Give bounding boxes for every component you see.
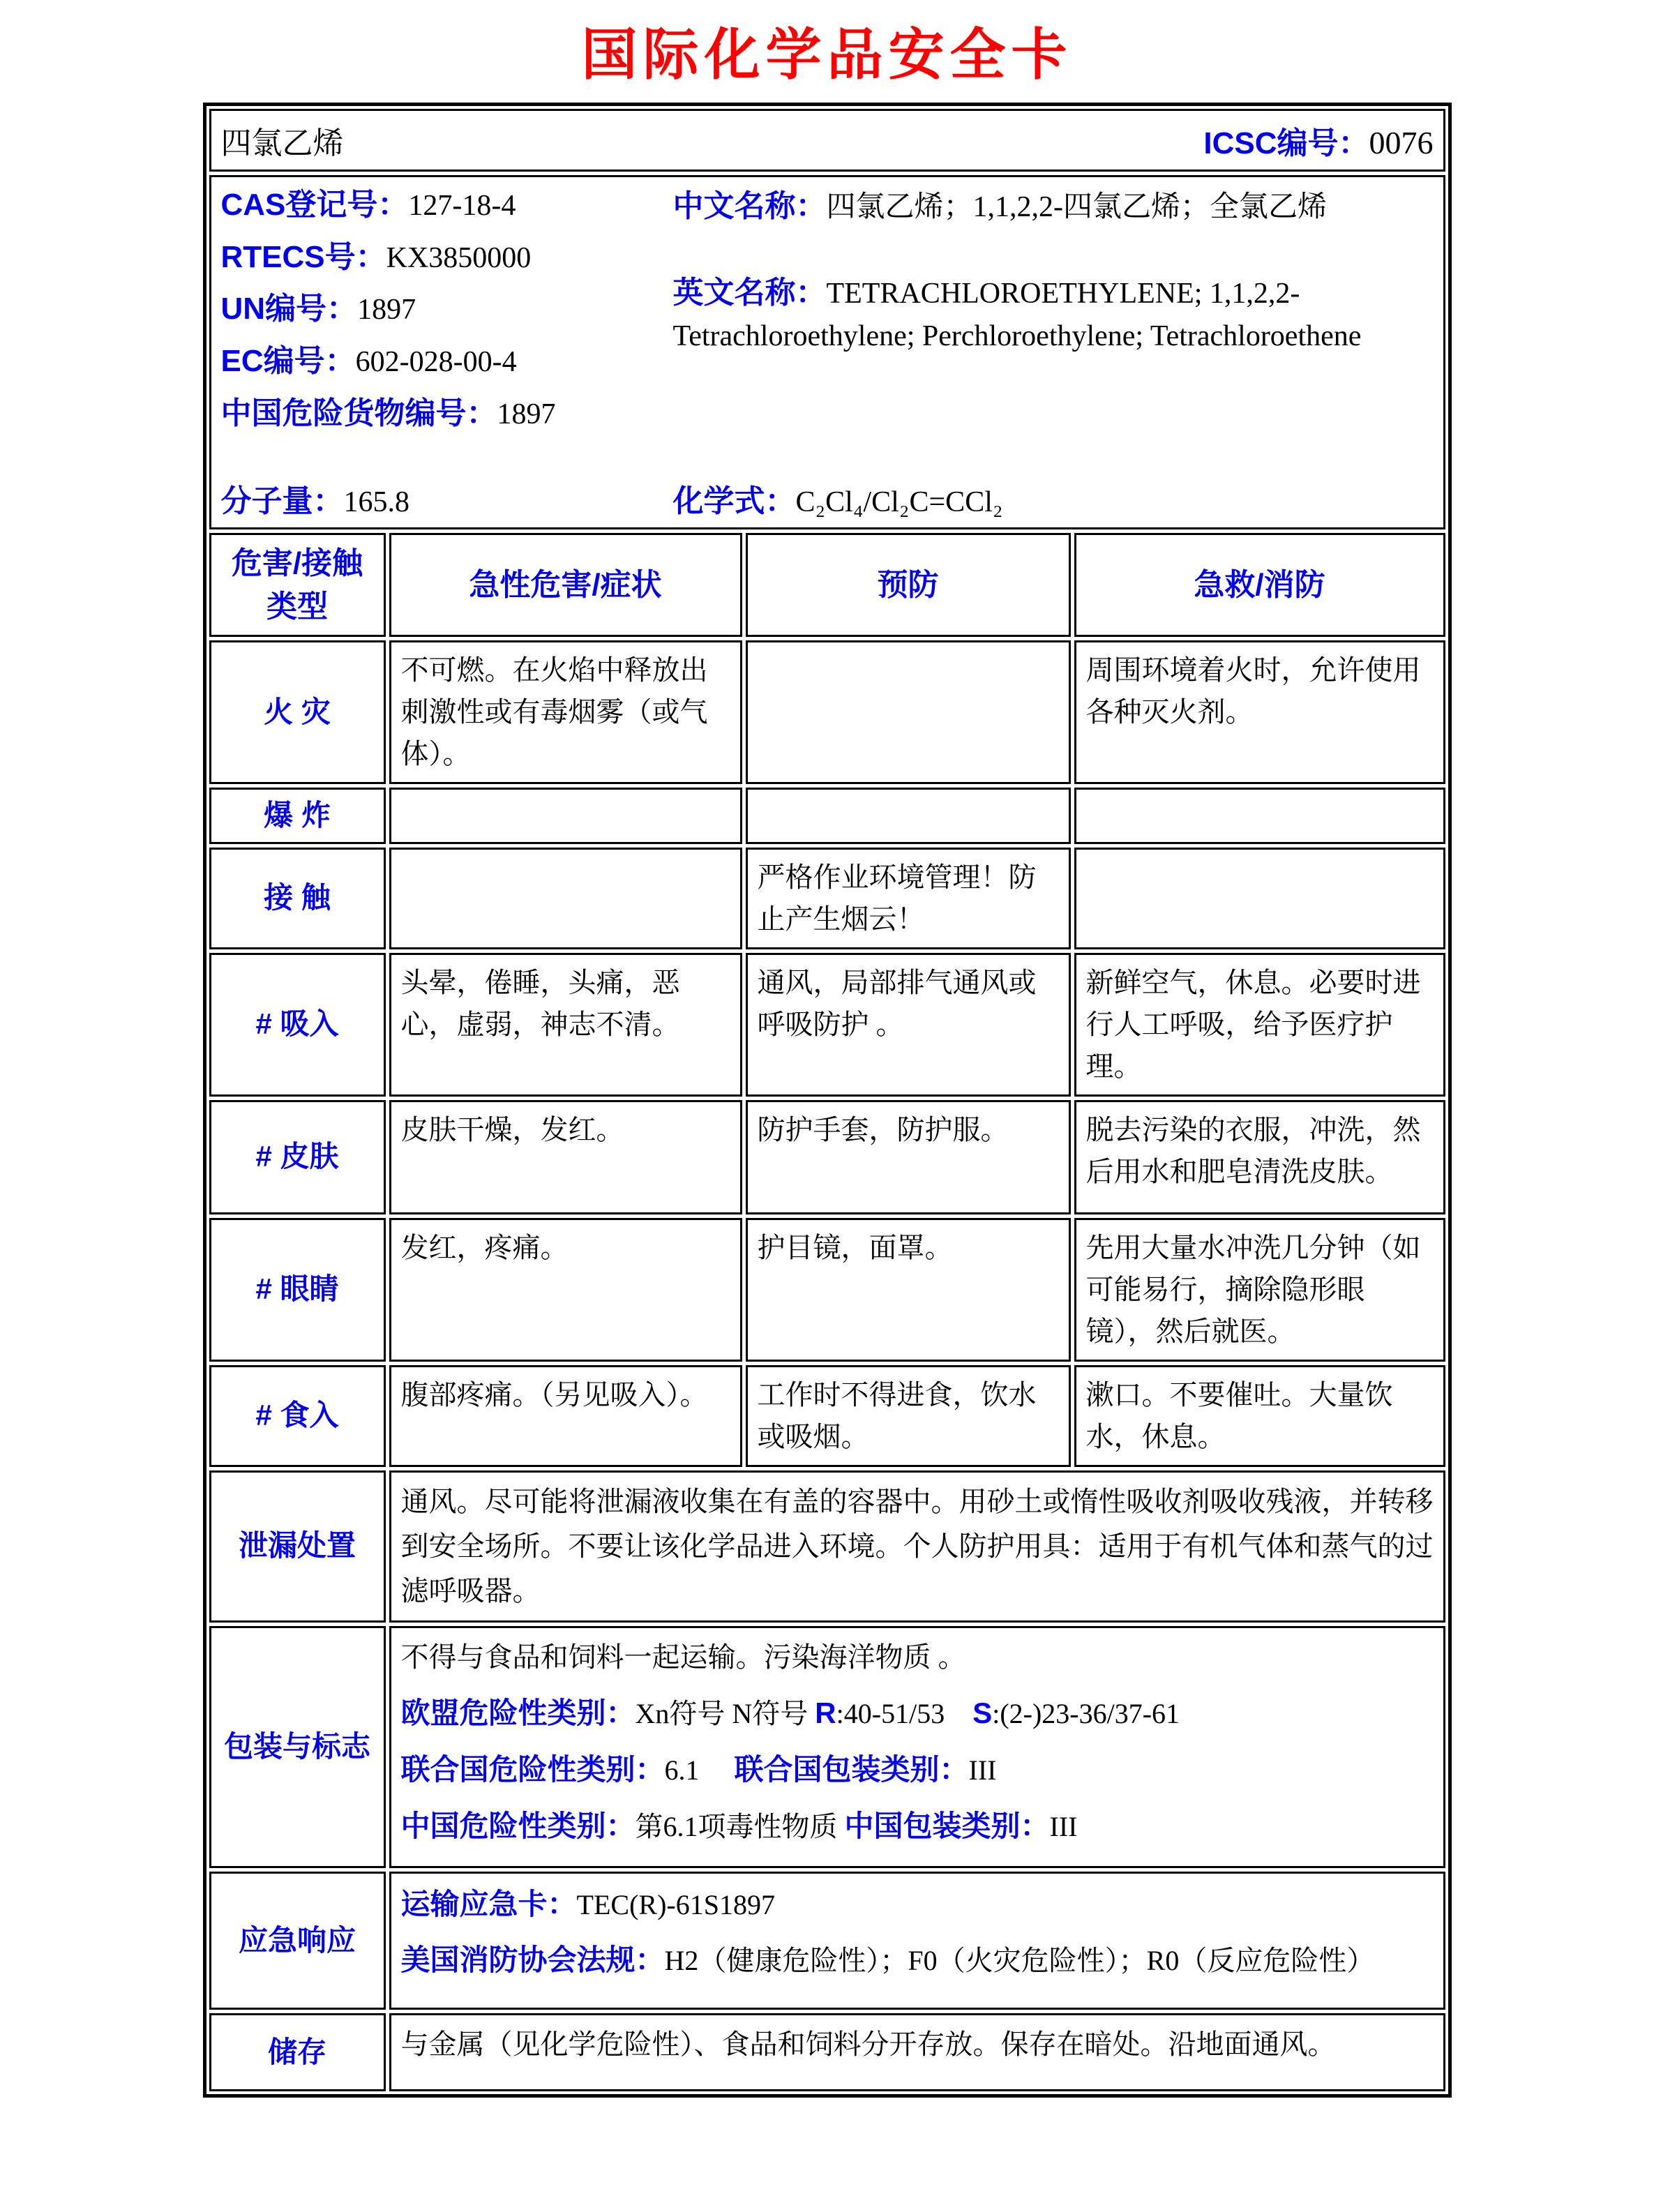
hazard-row-exposure xyxy=(209,848,1445,949)
hazard-row-skin xyxy=(209,1100,1445,1214)
ingestion-symptoms-cell: 腹部疼痛。（另见吸入）。 xyxy=(389,1365,742,1467)
exposure-symptoms-cell xyxy=(389,848,742,949)
chemical-name: 四氯乙烯 xyxy=(220,126,344,160)
card-header-cell xyxy=(209,109,1445,172)
ec-number-label: EC编号： xyxy=(220,344,356,379)
eyes-symptoms-cell: 发红，疼痛。 xyxy=(389,1218,742,1362)
fire-firstaid-cell: 周围环境着火时，允许使用各种灭火剂。 xyxy=(1074,640,1445,784)
exposure-prevention-cell: 严格作业环境管理！防止产生烟云！ xyxy=(746,848,1071,949)
inhalation-type-cell: # 吸入 xyxy=(209,953,386,1097)
hazard-header-prevention: 预防 xyxy=(746,533,1071,637)
exposure-firstaid-cell xyxy=(1074,848,1445,949)
storage-section xyxy=(209,2013,1445,2091)
hazard-table-header xyxy=(209,533,1445,637)
emergency-response-content: 运输应急卡：TEC(R)-61S1897 美国消防协会法规：H2（健康危险性）；F0（火灾危险性）；R0（反应危险性） xyxy=(389,1872,1445,2010)
identity-right-column xyxy=(673,184,1434,520)
skin-type-cell: # 皮肤 xyxy=(209,1100,386,1214)
skin-symptoms-cell: 皮肤干燥，发红。 xyxy=(389,1100,742,1214)
english-name-label: 英文名称： xyxy=(672,275,827,310)
identity-section xyxy=(209,175,1445,529)
icsc-number-value: 0076 xyxy=(1369,125,1434,160)
molecular-weight-label: 分子量： xyxy=(220,484,344,518)
explosion-symptoms-cell xyxy=(389,788,742,844)
chinese-name-value: 四氯乙烯；1,1,2,2-四氯乙烯；全氯乙烯 xyxy=(826,191,1327,223)
china-dg-number-label: 中国危险货物编号： xyxy=(220,396,497,430)
packaging-section xyxy=(209,1626,1445,1869)
eyes-prevention-cell: 护目镜，面罩。 xyxy=(746,1218,1071,1362)
un-number-value: 1897 xyxy=(357,294,416,326)
packaging-content: 不得与食品和饲料一起运输。污染海洋物质 。 欧盟危险性类别：Xn符号 N符号 R:40-51/53 S:(2-)23-36/37-61 联合国危险性类别：6.1 联合国包装类别：III 中国危险性类别：第6.1项毒性物质 中国包装类别：III xyxy=(389,1626,1445,1869)
storage-label: 储存 xyxy=(209,2013,386,2091)
hazard-row-inhalation xyxy=(209,953,1445,1097)
rtecs-number-line xyxy=(221,236,673,278)
chinese-name-block xyxy=(673,184,1434,229)
inhalation-prevention-cell: 通风，局部排气通风或呼吸防护 。 xyxy=(746,953,1071,1097)
un-number-label: UN编号： xyxy=(220,292,358,326)
hazard-row-fire xyxy=(209,640,1445,784)
english-name-value: TETRACHLOROETHYLENE; 1,1,2,2-Tetrachloroethylene; Perchloroethylene; Tetrachloroethene xyxy=(672,277,1362,352)
hazard-header-type: 危害/接触类型 xyxy=(209,533,386,637)
skin-prevention-cell: 防护手套，防护服。 xyxy=(746,1100,1071,1214)
chinese-name-label: 中文名称： xyxy=(672,189,827,223)
page-title: 国际化学品安全卡 xyxy=(581,25,1073,86)
cas-number-line xyxy=(221,184,673,226)
ingestion-firstaid-cell: 漱口。不要催吐。大量饮水，休息。 xyxy=(1074,1365,1445,1467)
hazard-row-explosion xyxy=(209,788,1445,844)
emergency-response-section xyxy=(209,1872,1445,2010)
inhalation-symptoms-cell: 头晕，倦睡，头痛，恶心，虚弱，神志不清。 xyxy=(389,953,742,1097)
packaging-label: 包装与标志 xyxy=(209,1626,386,1869)
spill-disposal-label: 泄漏处置 xyxy=(209,1470,386,1623)
identity-left-column xyxy=(221,184,673,520)
fire-symptoms-cell: 不可燃。在火焰中释放出刺激性或有毒烟雾（或气体）。 xyxy=(389,640,742,784)
explosion-firstaid-cell xyxy=(1074,788,1445,844)
english-name-block xyxy=(673,271,1434,358)
fire-type-cell: 火 灾 xyxy=(209,640,386,784)
chemical-formula-label: 化学式： xyxy=(672,484,796,518)
molecular-weight-value: 165.8 xyxy=(343,486,409,518)
china-dg-number-value: 1897 xyxy=(497,398,556,430)
inhalation-firstaid-cell: 新鲜空气，休息。必要时进行人工呼吸，给予医疗护理。 xyxy=(1074,953,1445,1097)
icsc-number-label: ICSC编号： xyxy=(1203,126,1369,160)
hazard-header-symptoms: 急性危害/症状 xyxy=(389,533,742,637)
storage-content: 与金属（见化学危险性）、食品和饲料分开存放。保存在暗处。沿地面通风。 xyxy=(389,2013,1445,2091)
eyes-type-cell: # 眼睛 xyxy=(209,1218,386,1362)
ingestion-type-cell: # 食入 xyxy=(209,1365,386,1467)
chemical-formula-value: C₂Cl₄/Cl₂C=CCl₂ xyxy=(795,486,1003,518)
spill-disposal-section xyxy=(209,1470,1445,1623)
un-number-line xyxy=(221,288,673,330)
china-dg-number-line xyxy=(221,393,673,435)
rtecs-number-label: RTECS号： xyxy=(220,239,386,274)
card-header-section xyxy=(209,109,1445,172)
explosion-type-cell: 爆 炸 xyxy=(209,788,386,844)
ec-number-value: 602-028-00-4 xyxy=(355,346,517,379)
eyes-firstaid-cell: 先用大量水冲洗几分钟（如可能易行，摘除隐形眼镜），然后就医。 xyxy=(1074,1218,1445,1362)
rtecs-number-value: KX3850000 xyxy=(386,241,532,274)
icsc-number-group xyxy=(1203,118,1433,163)
identity-cell xyxy=(209,175,1445,529)
hazard-row-ingestion xyxy=(209,1365,1445,1467)
exposure-type-cell: 接 触 xyxy=(209,848,386,949)
ingestion-prevention-cell: 工作时不得进食，饮水或吸烟。 xyxy=(746,1365,1071,1467)
molecular-weight-line xyxy=(221,476,673,520)
icsc-card xyxy=(203,103,1452,2098)
hazard-header-firstaid: 急救/消防 xyxy=(1074,533,1445,637)
explosion-prevention-cell xyxy=(746,788,1071,844)
spill-disposal-content: 通风。尽可能将泄漏液收集在有盖的容器中。用砂土或惰性吸收剂吸收残液，并转移到安全场所。不要让该化学品进入环境。个人防护用具：适用于有机气体和蒸气的过滤呼吸器。 xyxy=(389,1470,1445,1623)
chemical-formula-line xyxy=(673,476,1434,520)
skin-firstaid-cell: 脱去污染的衣服，冲洗，然后用水和肥皂清洗皮肤。 xyxy=(1074,1100,1445,1214)
emergency-response-label: 应急响应 xyxy=(209,1872,386,2010)
cas-number-value: 127-18-4 xyxy=(408,190,516,222)
ec-number-line xyxy=(221,340,673,382)
fire-prevention-cell xyxy=(746,640,1071,784)
cas-number-label: CAS登记号： xyxy=(220,188,409,222)
hazard-row-eyes xyxy=(209,1218,1445,1362)
